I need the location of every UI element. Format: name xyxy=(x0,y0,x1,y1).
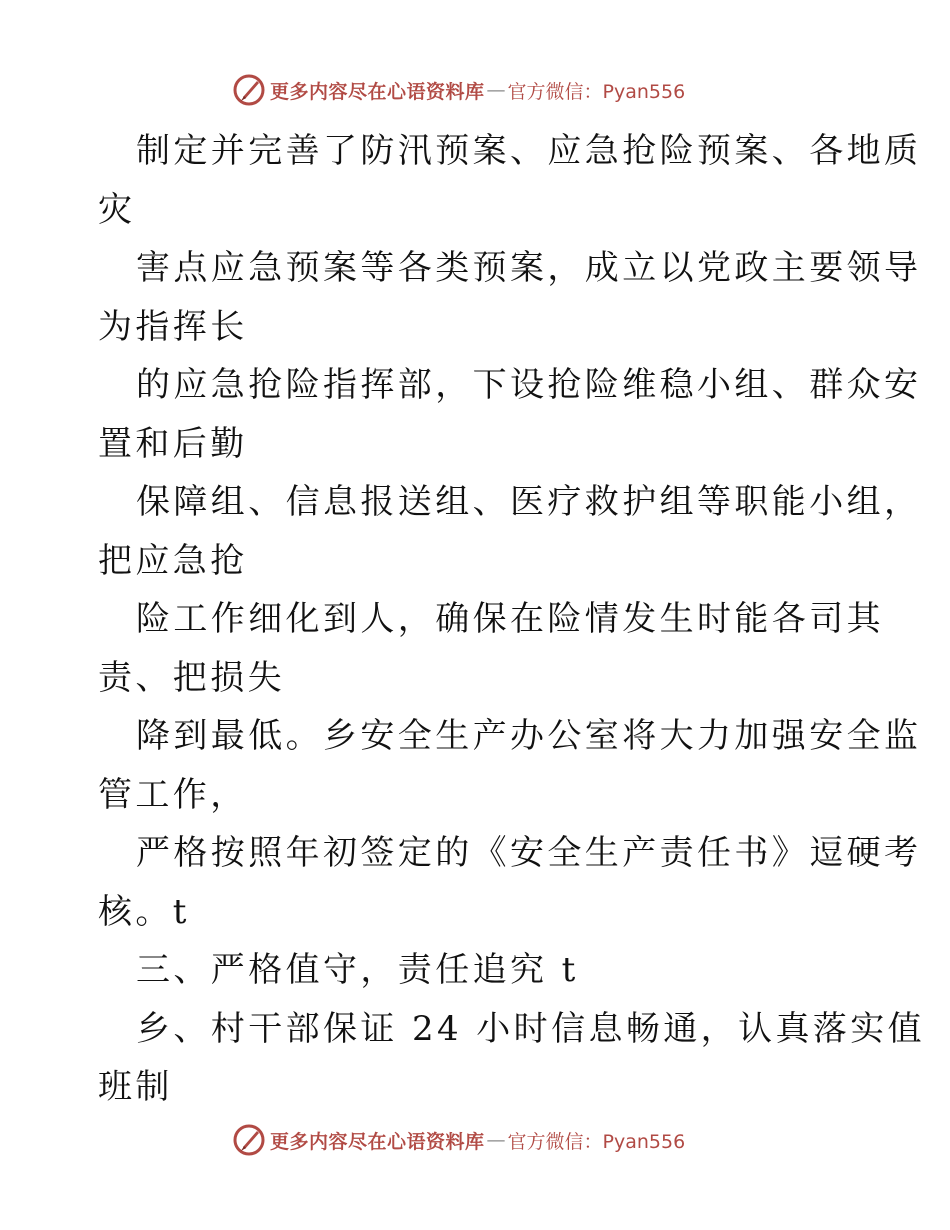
section-heading: 三、严格值守，责任追究 t xyxy=(136,950,579,990)
paragraph-line: 乡、村干部保证 24 小时信息畅通，认真落实值 xyxy=(136,1008,926,1049)
paragraph-line: 严格按照年初签定的《安全生产责任书》逗硬考 xyxy=(136,833,922,873)
paragraph-line: 制定并完善了防汛预案、应急抢险预案、各地质 xyxy=(136,131,922,171)
paragraph-line: 班制 xyxy=(98,1067,173,1107)
paragraph-line: 的应急抢险指挥部，下设抢险维稳小组、群众安 xyxy=(136,365,922,405)
quill-pen-logo-icon xyxy=(232,73,266,107)
header-watermark xyxy=(232,72,685,108)
watermark-text: 更多内容尽在心语资料库 xyxy=(270,1130,485,1153)
paragraph-line: 降到最低。乡安全生产办公室将大力加强安全监 xyxy=(136,716,922,756)
paragraph-line: 管工作， xyxy=(98,774,248,815)
watermark-separator: — xyxy=(486,79,506,101)
paragraph-line: 害点应急预案等各类预案，成立以党政主要领导 xyxy=(136,248,922,288)
watermark-text: 更多内容尽在心语资料库 xyxy=(270,80,485,103)
document-body xyxy=(98,122,926,1117)
watermark-account: 官方微信：Pyan556 xyxy=(507,1130,686,1153)
quill-pen-logo-icon xyxy=(232,1123,266,1157)
paragraph-line: 保障组、信息报送组、医疗救护组等职能小组， xyxy=(136,482,922,522)
paragraph-line: 险工作细化到人，确保在险情发生时能各司其 xyxy=(136,599,884,639)
paragraph-line: 核。t xyxy=(98,891,190,932)
watermark-separator: — xyxy=(486,1129,506,1151)
paragraph-line: 为指挥长 xyxy=(98,306,248,347)
paragraph-line: 把应急抢 xyxy=(98,540,248,581)
paragraph-line: 置和后勤 xyxy=(98,423,248,464)
watermark-account: 官方微信：Pyan556 xyxy=(507,80,686,103)
paragraph-line: 灾 xyxy=(98,189,136,230)
footer-watermark xyxy=(232,1122,685,1158)
paragraph-line: 责、把损失 xyxy=(98,657,285,698)
